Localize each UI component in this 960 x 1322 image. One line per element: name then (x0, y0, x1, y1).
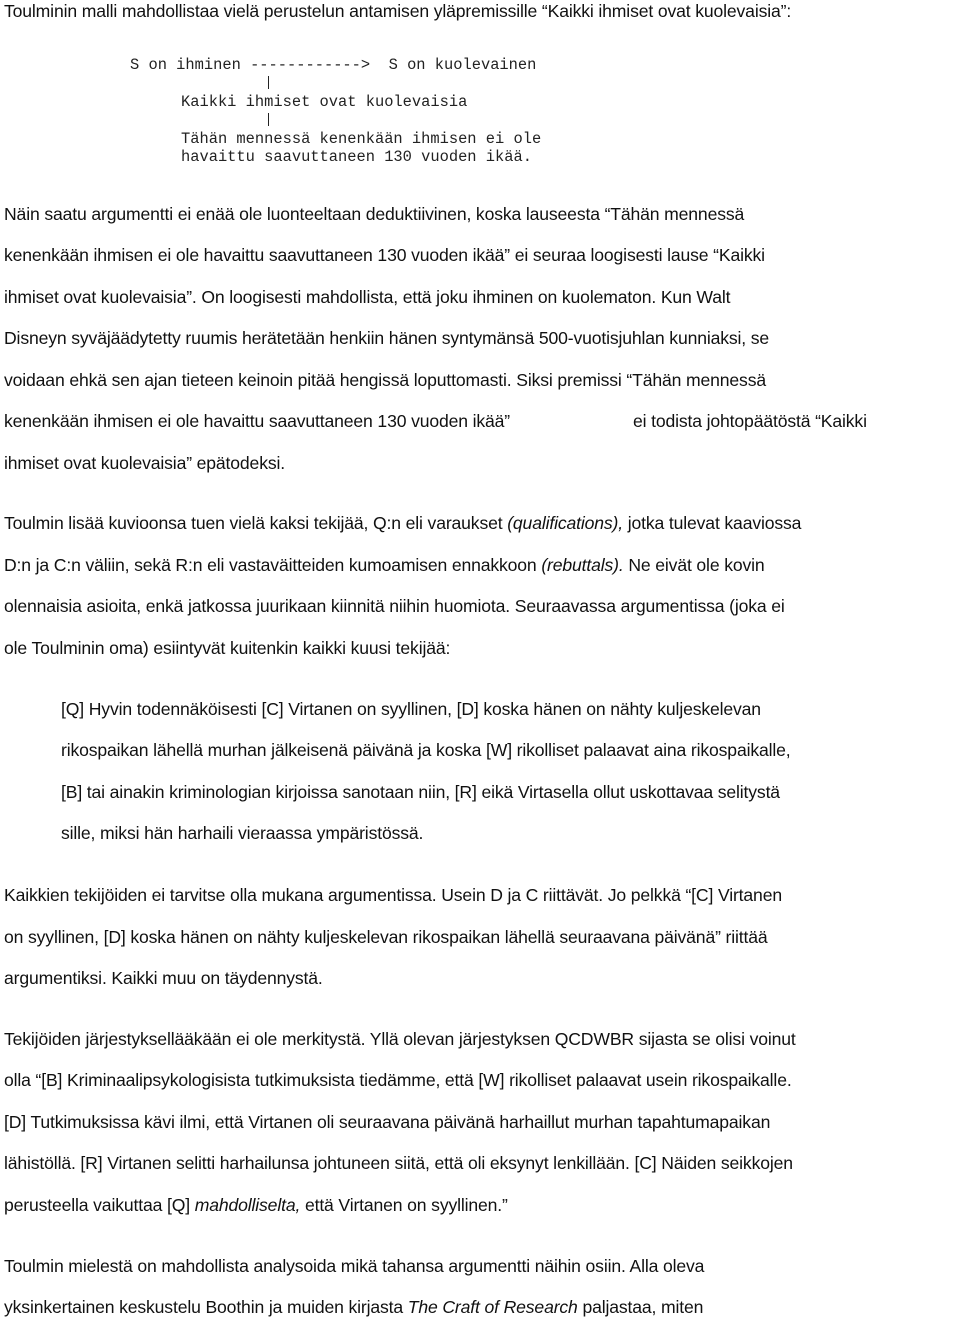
italic-term: (qualifications), (507, 513, 623, 533)
text-line: voidaan ehkä sen ajan tieteen keinoin pitää hengissä loputtomasti. Siksi premissi “Tähän mennessä (4, 370, 766, 390)
text-line: [D] Tutkimuksissa kävi ilmi, että Virtanen oli seuraavana päivänä harhaillut murhan tapahtumapaikan (4, 1112, 771, 1132)
text-line: Disneyn syväjäädytetty ruumis herätetään henkiin hänen syntymänsä 500-vuotisjuhlan kunniaksi, se (4, 328, 770, 348)
text-line: olla “[B] Kriminaalipsykologisista tutkimuksista tiedämme, että [W] rikolliset palaavat usein rikospaikalle. (4, 1070, 792, 1090)
text-line: ihmiset ovat kuolevaisia”. On loogisesti mahdollista, että joku ihminen on kuolematon. Kun Walt (4, 287, 731, 307)
text-line: ihmiset ovat kuolevaisia” epätodeksi. (4, 453, 285, 473)
intro-line: Toulminin malli mahdollistaa vielä perustelun antamisen yläpremissille “Kaikki ihmiset ovat kuolevaisia”: (4, 1, 792, 21)
diagram-backing-line-1: Tähän mennessä kenenkään ihmisen ei ole (181, 130, 542, 148)
text-line: ole Toulminin oma) esiintyvät kuitenkin kaikki kuusi tekijää: (4, 638, 451, 658)
text-line: on syyllinen, [D] koska hänen on nähty kuljeskelevan rikospaikan lähellä seuraavana päivänä” riittää (4, 927, 768, 947)
text-line: Tekijöiden järjestyksellääkään ei ole merkitystä. Yllä olevan järjestyksen QCDWBR sijasta se olisi voinut (4, 1029, 796, 1049)
text-line: sille, miksi hän harhaili vieraassa ympäristössä. (61, 823, 424, 843)
text-line: yksinkertainen keskustelu Boothin ja muiden kirjasta The Craft of Research paljastaa, miten (4, 1297, 704, 1317)
text-line: D:n ja C:n väliin, sekä R:n eli vastaväitteiden kumoamisen ennakkoon (rebuttals). Ne eivät ole kovin (4, 555, 765, 575)
text-line: rikospaikan lähellä murhan jälkeisenä päivänä ja koska [W] rikolliset palaavat aina rikospaikalle, (61, 740, 791, 760)
text-line: [B] tai ainakin kriminologian kirjoissa sanotaan niin, [R] eikä Virtasella ollut uskottavaa selitystä (61, 782, 780, 802)
italic-term: mahdolliselta, (194, 1195, 301, 1215)
diagram-data-claim-line: S on ihminen ------------> S on kuolevainen (130, 56, 537, 74)
italic-term: (rebuttals). (541, 555, 624, 575)
diagram-warrant: Kaikki ihmiset ovat kuolevaisia (181, 93, 468, 111)
text-line: [Q] Hyvin todennäköisesti [C] Virtanen on syyllinen, [D] koska hänen on nähty kuljeskelevan (61, 699, 761, 719)
diagram-connector-1 (268, 76, 269, 89)
text-line: ei todista johtopäätöstä “Kaikki (633, 411, 867, 431)
diagram-backing-line-2: havaittu saavuttaneen 130 vuoden ikää. (181, 148, 532, 166)
text-line: lähistöllä. [R] Virtanen selitti harhailunsa johtuneen siitä, että oli eksynyt lenkillään. [C] Näiden seikkojen (4, 1153, 793, 1173)
text-line: olennaisia asioita, enkä jatkossa juurikaan kiinnitä niihin huomiota. Seuraavassa argumentissa (joka ei (4, 596, 785, 616)
text-line: Toulmin mielestä on mahdollista analysoida mikä tahansa argumentti näihin osiin. Alla oleva (4, 1256, 705, 1276)
text-line: kenenkään ihmisen ei ole havaittu saavuttaneen 130 vuoden ikää” (4, 411, 511, 431)
text-line: Toulmin lisää kuvioonsa tuen vielä kaksi tekijää, Q:n eli varaukset (qualifications), jotka tulevat kaaviossa (4, 513, 802, 533)
diagram-connector-2 (268, 113, 269, 126)
text-line: Näin saatu argumentti ei enää ole luonteeltaan deduktiivinen, koska lauseesta “Tähän mennessä (4, 204, 745, 224)
text-line: argumentiksi. Kaikki muu on täydennystä. (4, 968, 323, 988)
text-line: Kaikkien tekijöiden ei tarvitse olla mukana argumentissa. Usein D ja C riittävät. Jo pelkkä “[C] Virtanen (4, 885, 782, 905)
book-title: The Craft of Research (407, 1297, 578, 1317)
text-line: perusteella vaikuttaa [Q] mahdolliselta, että Virtanen on syyllinen.” (4, 1195, 508, 1215)
text-line: kenenkään ihmisen ei ole havaittu saavuttaneen 130 vuoden ikää” ei seuraa loogisesti lause “Kaikki (4, 245, 765, 265)
